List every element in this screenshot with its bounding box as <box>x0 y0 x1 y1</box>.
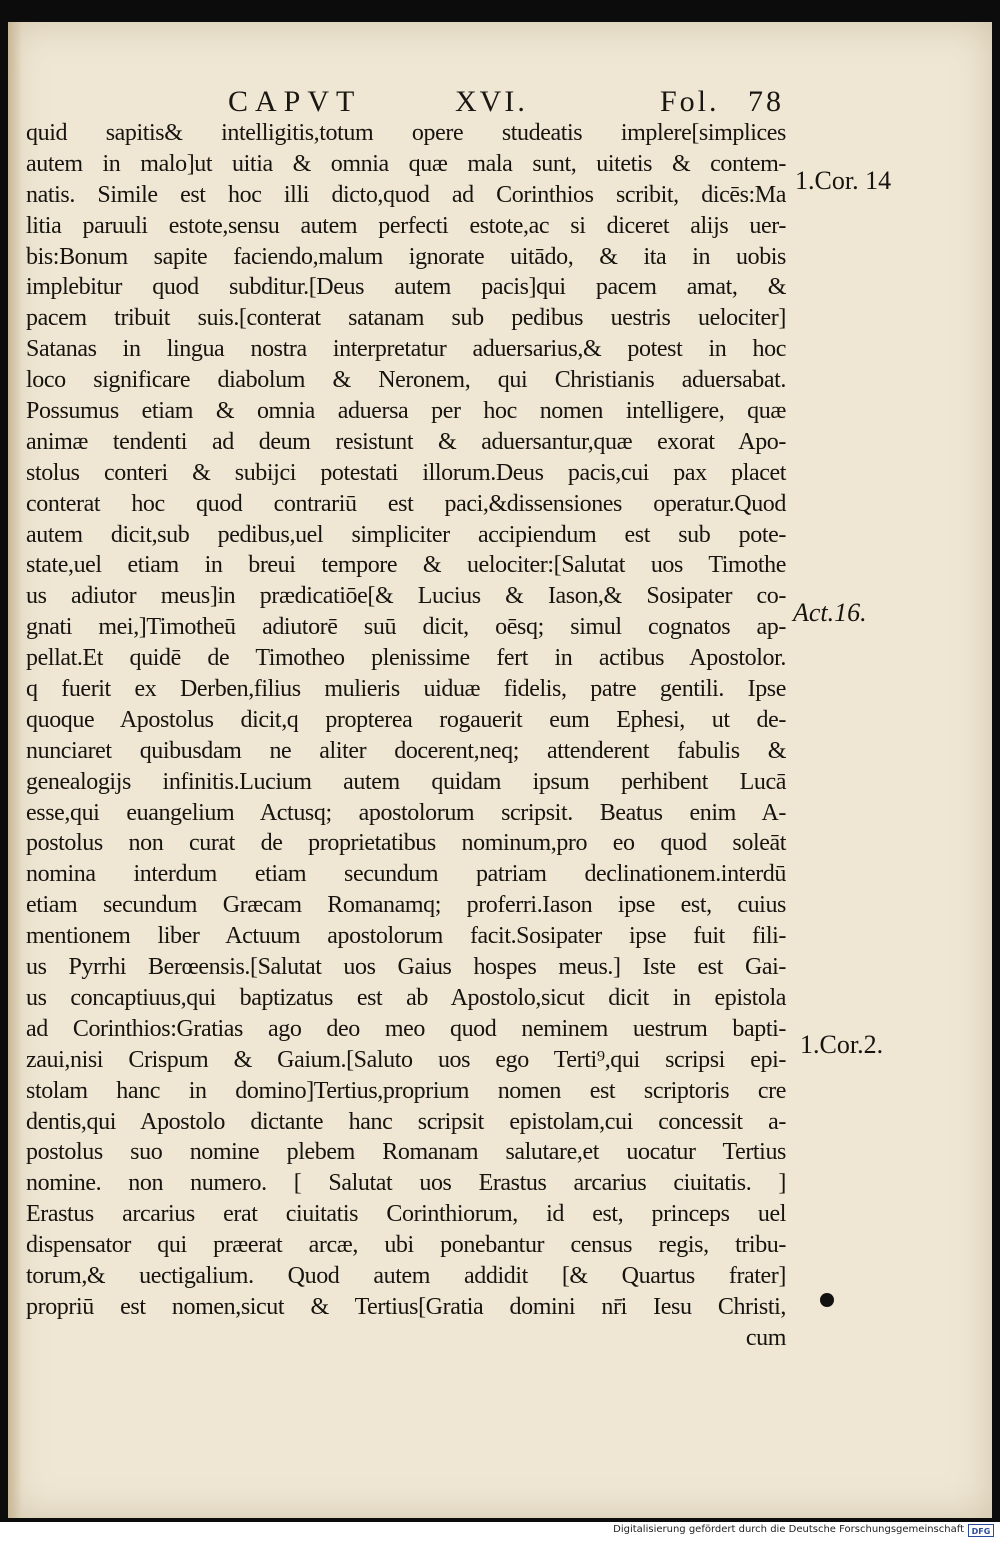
text-line: gnati mei,]Timotheū adiutorē suū dicit, oēsq; simul cognatos ap- <box>26 614 786 641</box>
marginal-note: 1.Cor.2. <box>800 1030 884 1059</box>
text-line: pellat.Et quidē de Timotheo plenissime fert in actibus Apostolor. <box>26 645 786 672</box>
text-line: propriū est nomen,sicut & Tertius[Gratia domini nr̄i Iesu Christi, <box>26 1293 786 1320</box>
text-line: stolus conteri & subijci potestati illorum.Deus pacis,cui pax placet <box>26 459 786 486</box>
text-line: zaui,nisi Crispum & Gaium.[Saluto uos ego Terti⁹,qui scripsi epi- <box>26 1046 786 1073</box>
main-text-block <box>26 118 786 1354</box>
text-line: postolus non curat de proprietatibus nominum,pro eo quod soleāt <box>26 830 786 857</box>
text-line: state,uel etiam in breui tempore & uelociter:[Salutat uos Timothe <box>26 552 786 579</box>
marginal-note: Act.16. <box>793 598 867 627</box>
text-line: nunciaret quibusdam ne aliter docerent,neq; attenderent fabulis & <box>26 737 786 764</box>
text-line: torum,& uectigalium. Quod autem addidit [& Quartus frater] <box>26 1262 786 1289</box>
text-line: nomina interdum etiam secundum patriam declinationem.interdū <box>26 861 786 888</box>
text-line: conterat hoc quod contrariū est paci,&dissensiones operatur.Quod <box>26 490 786 517</box>
text-line: loco significare diabolum & Neronem, qui Christianis aduersabat. <box>26 367 786 394</box>
text-line: dispensator qui præerat arcæ, ubi ponebantur census regis, tribu- <box>26 1232 786 1259</box>
text-line: us Pyrrhi Berœensis.[Salutat uos Gaius hospes meus.] Iste est Gai- <box>26 954 786 981</box>
text-line: Possumus etiam & omnia aduersa per hoc nomen intelligere, quæ <box>26 398 786 425</box>
footer-bar <box>0 1522 1000 1541</box>
text-line: dentis,qui Apostolo dictante hanc scripsit epistolam,cui concessit a- <box>26 1108 786 1135</box>
text-line: Erastus arcarius erat ciuitatis Corinthiorum, id est, princeps uel <box>26 1201 786 1228</box>
text-line: esse,qui euangelium Actusq; apostolorum scripsit. Beatus enim A- <box>26 799 786 826</box>
folio-number: 78 <box>748 85 784 118</box>
funding-credit: Digitalisierung gefördert durch die Deutsche Forschungsgemeinschaft <box>613 1524 964 1535</box>
text-line: us concaptiuus,qui baptizatus est ab Apostolo,sicut dicit in epistola <box>26 984 786 1011</box>
text-line: stolam hanc in domino]Tertius,proprium nomen est scriptoris cre <box>26 1077 786 1104</box>
text-line: litia paruuli estote,sensu autem perfecti estote,ac si diceret alijs uer- <box>26 212 786 239</box>
text-line: q fuerit ex Derben,filius mulieris uiduæ fidelis, patre gentili. Ipse <box>26 676 786 703</box>
text-line: genealogijs infinitis.Lucium autem quidam ipsum perhibent Lucā <box>26 768 786 795</box>
page-gutter-shadow <box>8 22 22 1518</box>
text-line: quoque Apostolus dicit,q propterea rogauerit eum Ephesi, ut de- <box>26 706 786 733</box>
running-head-chapter-number: XVI. <box>455 85 528 118</box>
text-line: bis:Bonum sapite faciendo,malum ignorate uitādo, & ita in uobis <box>26 243 786 270</box>
text-line: natis. Simile est hoc illi dicto,quod ad Corinthios scribit, dicēs:Ma <box>26 181 786 208</box>
running-head-caput: CAPVT <box>228 85 362 118</box>
text-line: pacem tribuit suis.[conterat satanam sub pedibus uestris uelociter] <box>26 305 786 332</box>
text-line: postolus suo nomine plebem Romanam salutare,et uocatur Tertius <box>26 1139 786 1166</box>
text-line: mentionem liber Actuum apostolorum facit.Sosipater ipse fuit fili- <box>26 923 786 950</box>
text-line: autem dicit,sub pedibus,uel simpliciter accipiendum est sub pote- <box>26 521 786 548</box>
folio-label: Fol. <box>660 85 720 118</box>
text-line: ad Corinthios:Gratias ago deo meo quod neminem uestrum bapti- <box>26 1015 786 1042</box>
text-line: etiam secundum Græcam Romanamq; proferri.Iason ipse est, cuius <box>26 892 786 919</box>
text-line: us adiutor meus]in prædicatiōe[& Lucius & Iason,& Sosipater co- <box>26 583 786 610</box>
marginal-note: 1.Cor. 14 <box>795 166 892 195</box>
text-line: quid sapitis& intelligitis,totum opere studeatis implere[simplices <box>26 120 786 146</box>
text-line: nomine. non numero. [ Salutat uos Erastus arcarius ciuitatis. ] <box>26 1170 786 1197</box>
ink-dot <box>820 1293 834 1307</box>
text-line: autem in malo]ut uitia & omnia quæ mala sunt, uitetis & contem- <box>26 150 786 177</box>
text-line: implebitur quod subditur.[Deus autem pacis]qui pacem amat, & <box>26 274 786 301</box>
text-line: cum <box>745 1324 786 1351</box>
text-line: Satanas in lingua nostra interpretatur aduersarius,& potest in hoc <box>26 336 786 363</box>
dfg-logo: DFG <box>968 1524 994 1537</box>
text-line: animæ tendenti ad deum resistunt & aduersantur,quæ exorat Apo- <box>26 428 786 455</box>
